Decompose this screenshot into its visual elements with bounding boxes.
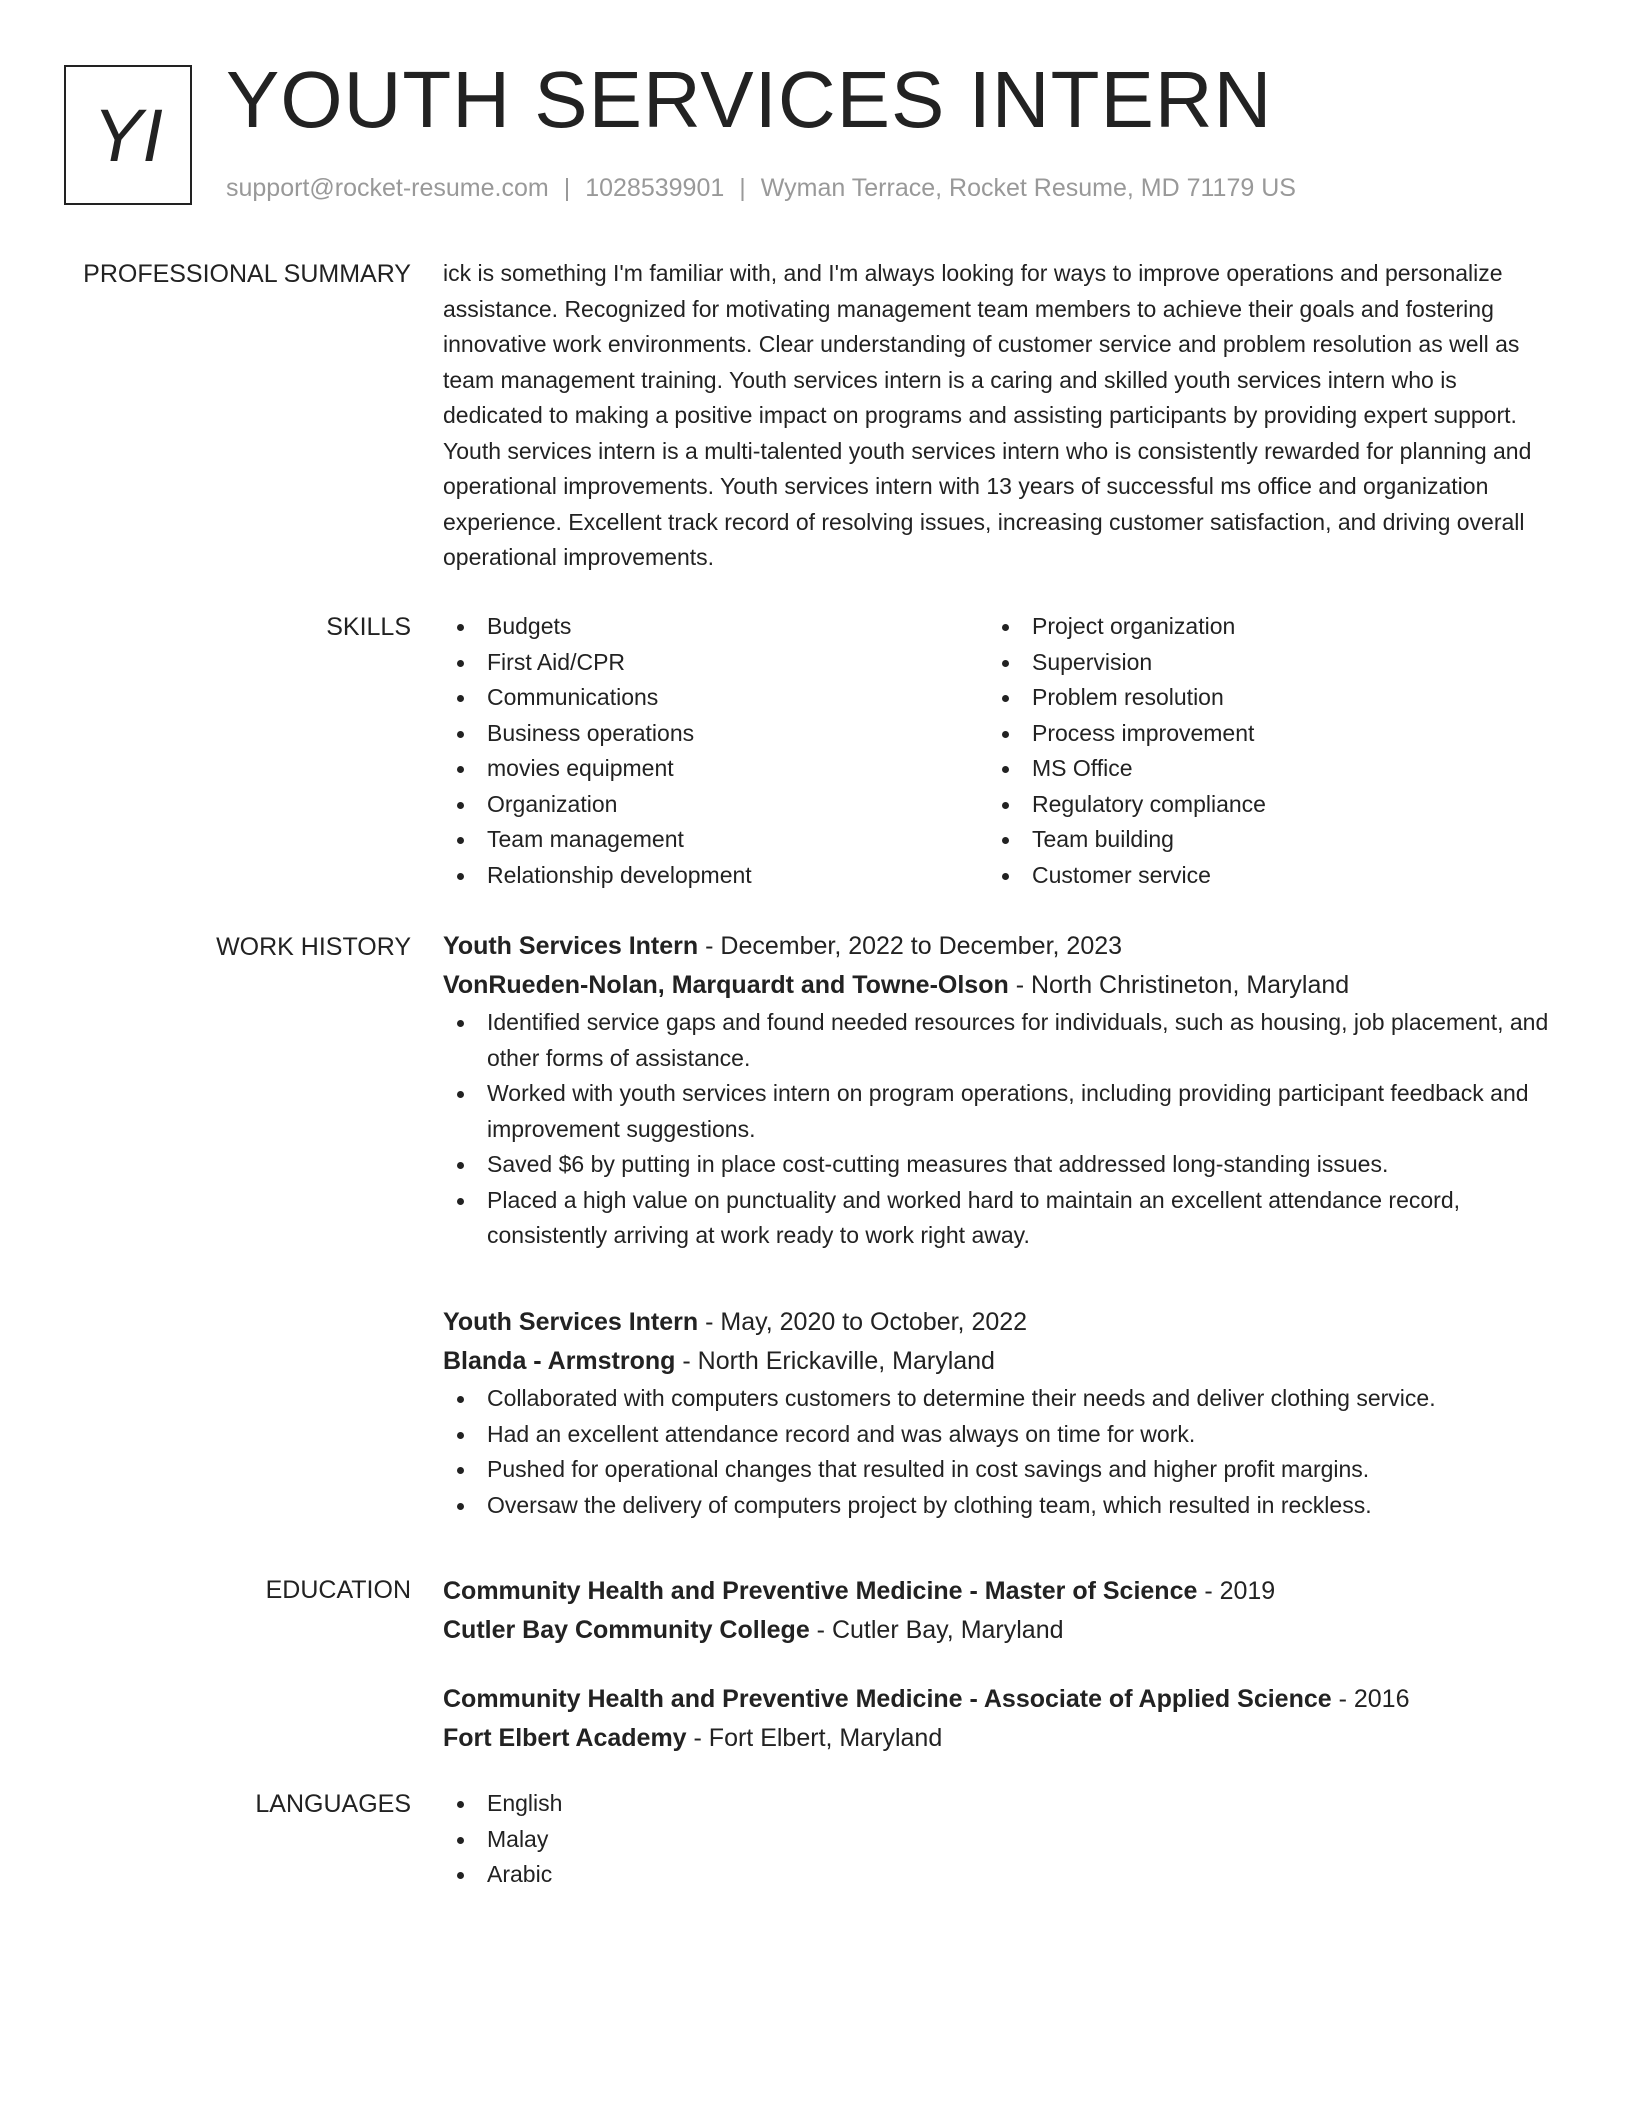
job-bullet: Identified service gaps and found needed resources for individuals, such as housing, job placement, and other forms of assistance. — [443, 1005, 1553, 1076]
skill-item: Project organization — [988, 609, 1533, 645]
language-item: Malay — [443, 1822, 1553, 1858]
work-job-1 — [443, 927, 1553, 1254]
job-company-line — [443, 1342, 1553, 1381]
resume-title: YOUTH SERVICES INTERN — [226, 55, 1273, 144]
language-item: Arabic — [443, 1857, 1553, 1893]
skill-item: Budgets — [443, 609, 988, 645]
section-label-education: EDUCATION — [265, 1576, 411, 1604]
job-title-line — [443, 1303, 1553, 1342]
education-school: Cutler Bay Community College — [443, 1616, 810, 1644]
job-location: - North Christineton, Maryland — [1008, 971, 1350, 999]
skill-item: Problem resolution — [988, 680, 1533, 716]
job-bullet: Placed a high value on punctuality and worked hard to maintain an excellent attendance record, consistently arriving at work ready to work right away. — [443, 1183, 1553, 1254]
monogram-initials: YI — [93, 93, 163, 177]
job-bullet: Saved $6 by putting in place cost-cutting measures that addressed long-standing issues. — [443, 1147, 1553, 1183]
education-school-line — [443, 1719, 1553, 1758]
education-year: - 2019 — [1197, 1577, 1276, 1605]
education-degree-line — [443, 1680, 1553, 1719]
job-dates: - December, 2022 to December, 2023 — [698, 932, 1123, 960]
skills-section — [443, 609, 1553, 893]
languages-list — [443, 1786, 1553, 1893]
job-bullets — [443, 1381, 1553, 1523]
contact-email: support@rocket-resume.com — [226, 174, 549, 202]
job-title-line — [443, 927, 1553, 966]
job-company-line — [443, 966, 1553, 1005]
job-title: Youth Services Intern — [443, 1308, 699, 1336]
job-bullet: Worked with youth services intern on program operations, including providing participant feedback and improvement suggestions. — [443, 1076, 1553, 1147]
education-degree: Community Health and Preventive Medicine - Master of Science — [443, 1577, 1198, 1605]
job-bullet: Oversaw the delivery of computers project by clothing team, which resulted in reckless. — [443, 1488, 1553, 1524]
education-entry — [443, 1572, 1553, 1650]
education-degree-line — [443, 1572, 1553, 1611]
monogram-box — [64, 65, 192, 205]
skills-list-right — [988, 609, 1533, 893]
job-dates: - May, 2020 to October, 2022 — [698, 1308, 1028, 1336]
skill-item: Supervision — [988, 645, 1533, 681]
skill-item: Team management — [443, 822, 988, 858]
job-company: VonRueden-Nolan, Marquardt and Towne-Olson — [443, 971, 1009, 999]
contact-separator: | — [563, 174, 571, 202]
summary-section — [443, 256, 1553, 576]
section-label-work-history: WORK HISTORY — [216, 933, 411, 961]
skill-item: First Aid/CPR — [443, 645, 988, 681]
job-location: - North Erickaville, Maryland — [675, 1347, 995, 1375]
skills-list-left — [443, 609, 988, 893]
skill-item: Relationship development — [443, 858, 988, 894]
language-item: English — [443, 1786, 1553, 1822]
education-location: - Cutler Bay, Maryland — [809, 1616, 1064, 1644]
job-company: Blanda - Armstrong — [443, 1347, 676, 1375]
skill-item: Regulatory compliance — [988, 787, 1533, 823]
skill-item: Customer service — [988, 858, 1533, 894]
skill-item: Communications — [443, 680, 988, 716]
section-label-languages: LANGUAGES — [255, 1790, 411, 1818]
education-year: - 2016 — [1331, 1685, 1410, 1713]
education-school: Fort Elbert Academy — [443, 1724, 687, 1752]
section-label-summary: PROFESSIONAL SUMMARY — [83, 260, 411, 288]
contact-phone: 1028539901 — [585, 174, 725, 202]
job-bullet: Had an excellent attendance record and was always on time for work. — [443, 1417, 1553, 1453]
skill-item: Process improvement — [988, 716, 1533, 752]
contact-separator: | — [739, 174, 746, 202]
skill-item: Organization — [443, 787, 988, 823]
contact-line — [226, 174, 1296, 203]
job-bullet: Pushed for operational changes that resulted in cost savings and higher profit margins. — [443, 1452, 1553, 1488]
contact-address: Wyman Terrace, Rocket Resume, MD 71179 US — [760, 174, 1296, 202]
skill-item: movies equipment — [443, 751, 988, 787]
skill-item: Team building — [988, 822, 1533, 858]
skill-item: Business operations — [443, 716, 988, 752]
summary-text: ick is something I'm familiar with, and I'm always looking for ways to improve operations and personalize assistance. Recognized for motivating management team members to achieve their goals and fostering innovative work environments. Clear understanding of customer service and problem resolution as well as team management training. Youth services intern is a caring and skilled youth services intern who is dedicated to making a positive impact on programs and assisting participants by providing expert support. Youth services intern is a multi-talented youth services intern who is consistently rewarded for planning and operational improvements. Youth services intern with 13 years of successful ms office and organization experience. Excellent track record of resolving issues, increasing customer satisfaction, and driving overall operational improvements. — [443, 260, 1532, 570]
languages-section — [443, 1786, 1553, 1893]
education-location: - Fort Elbert, Maryland — [686, 1724, 943, 1752]
job-bullet: Collaborated with computers customers to determine their needs and deliver clothing service. — [443, 1381, 1553, 1417]
education-degree: Community Health and Preventive Medicine - Associate of Applied Science — [443, 1685, 1332, 1713]
education-school-line — [443, 1611, 1553, 1650]
job-title: Youth Services Intern — [443, 932, 699, 960]
job-bullets — [443, 1005, 1553, 1254]
skill-item: MS Office — [988, 751, 1533, 787]
work-job-2 — [443, 1303, 1553, 1523]
section-label-skills: SKILLS — [326, 613, 411, 641]
education-entry — [443, 1680, 1553, 1758]
